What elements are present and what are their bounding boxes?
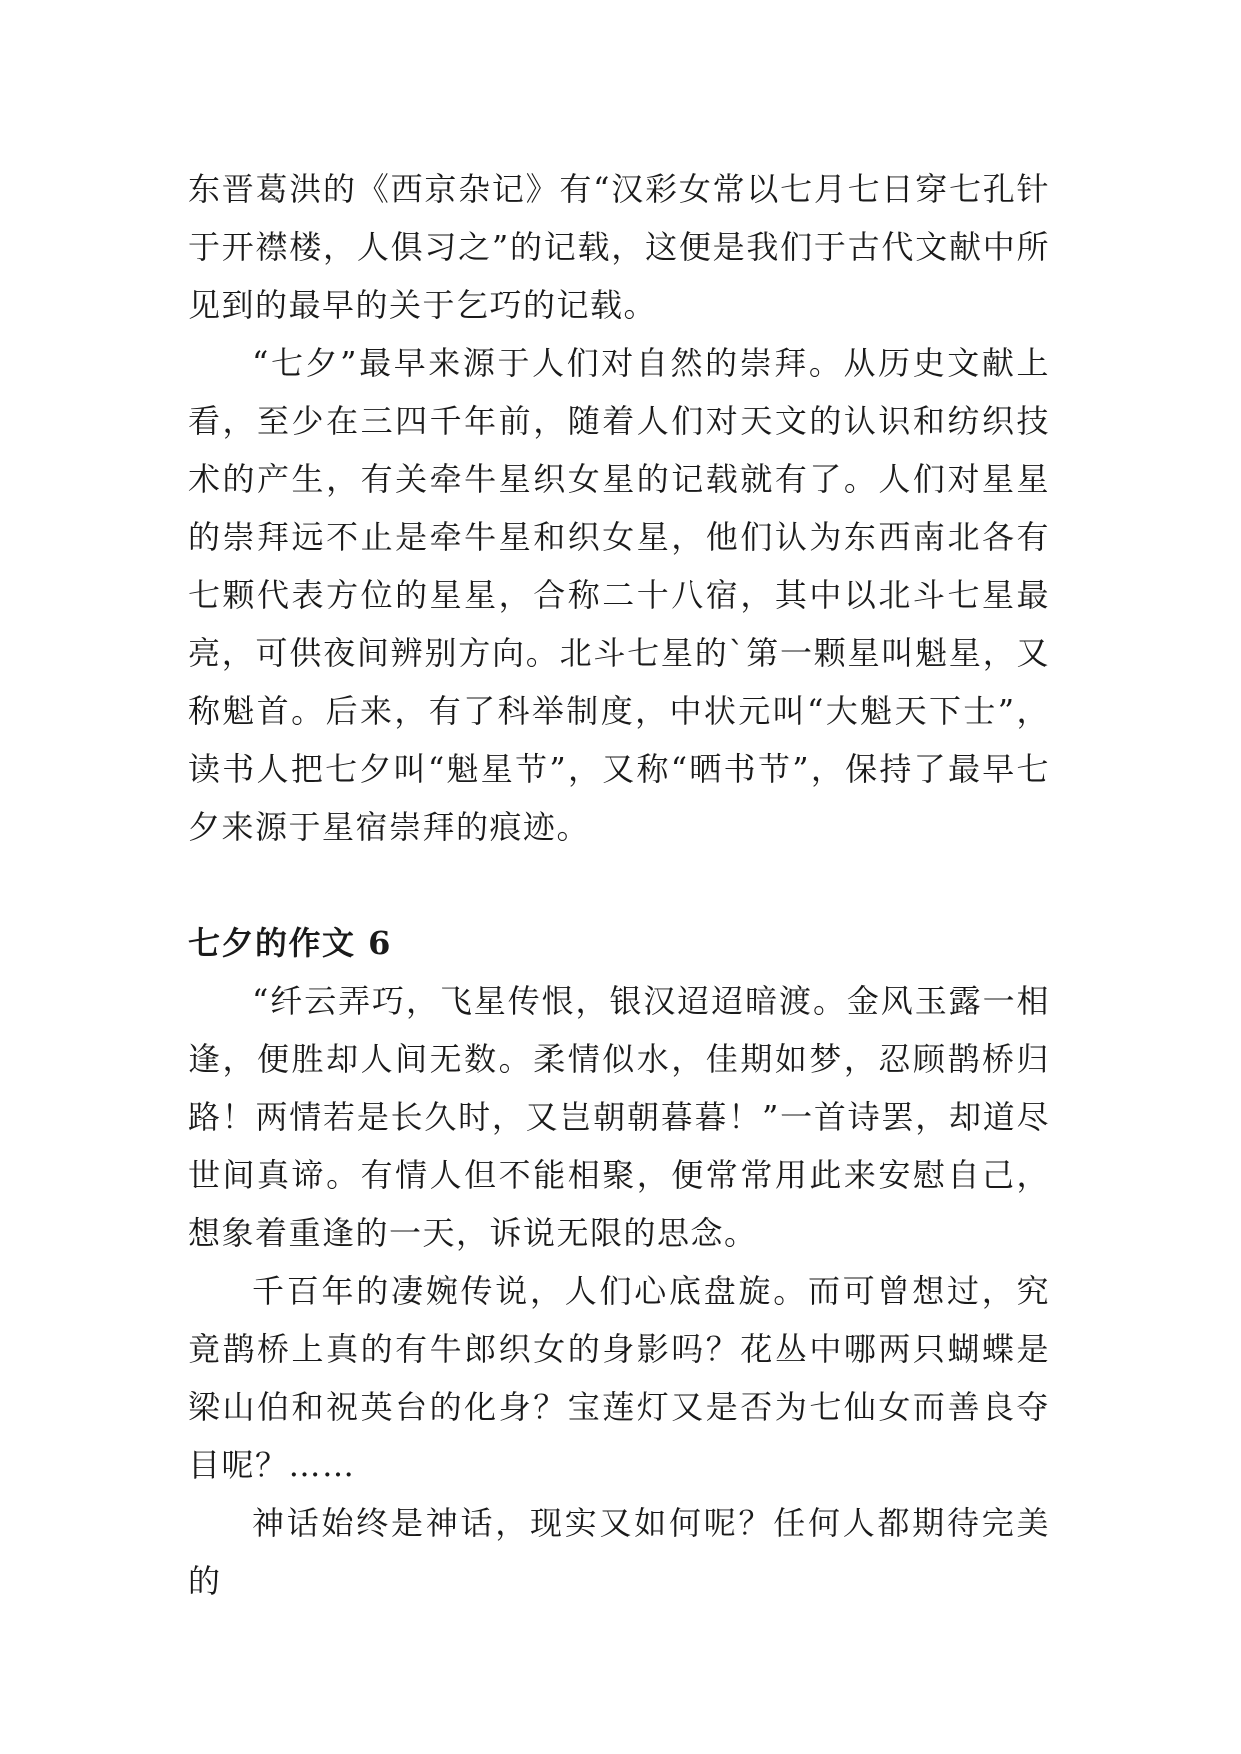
- paragraph-reality: 神话始终是神话，现实又如何呢？任何人都期待完美的: [188, 1504, 1050, 1600]
- paragraph-legend: 千百年的凄婉传说，人们心底盘旋。而可曾想过，究竟鹊桥上真的有牛郎织女的身影吗？花丛中哪两只蝴蝶是梁山伯和祝英台的化身？宝莲灯又是否为七仙女而善良夺目呢？……: [188, 1272, 1050, 1484]
- section-title: 七夕的作文 6: [188, 924, 392, 962]
- document-body: [188, 160, 1050, 1610]
- paragraph-qixi-origin: “七夕”最早来源于人们对自然的崇拜。从历史文献上看，至少在三四千年前，随着人们对天文的认识和纺织技术的产生，有关牵牛星织女星的记载就有了。人们对星星的崇拜远不止是牵牛星和织女星，他们认为东西南北各有七颗代表方位的星星，合称二十八宿，其中以北斗七星最亮，可供夜间辨别方向。北斗七星的`第一颗星叫魁星，又称魁首。后来，有了科举制度，中状元叫“大魁天下士”，读书人把七夕叫“魁星节”，又称“晒书节”，保持了最早七夕来源于星宿崇拜的痕迹。: [188, 344, 1050, 846]
- paragraph-poem: “纤云弄巧，飞星传恨，银汉迢迢暗渡。金风玉露一相逢，便胜却人间无数。柔情似水，佳期如梦，忍顾鹊桥归路！两情若是长久时，又岂朝朝暮暮！”一首诗罢，却道尽世间真谛。有情人但不能相聚，便常常用此来安慰自己，想象着重逢的一天，诉说无限的思念。: [188, 982, 1050, 1252]
- paragraph-xijing-zaji: 东晋葛洪的《西京杂记》有“汉彩女常以七月七日穿七孔针于开襟楼，人俱习之”的记载，这便是我们于古代文献中所见到的最早的关于乞巧的记载。: [188, 170, 1050, 324]
